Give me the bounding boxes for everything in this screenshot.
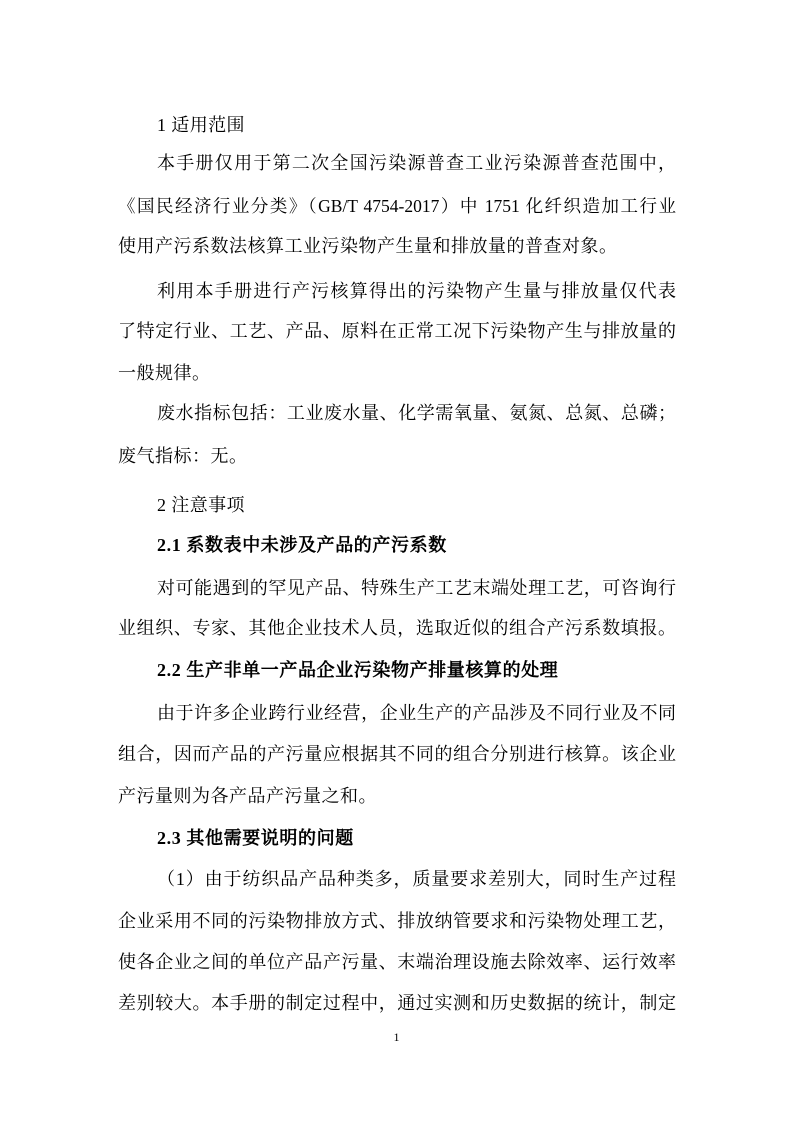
paragraph-line: 产污量则为各产品产污量之和。: [118, 786, 377, 806]
paragraph-line: 利用本手册进行产污核算得出的污染物产生量与排放量仅代表: [157, 281, 676, 301]
paragraph-line: 使用产污系数法核算工业污染物产生量和排放量的普查对象。: [118, 236, 618, 256]
section-heading-scope: 1 适用范围: [157, 115, 245, 135]
paragraph-line: 本手册仅用于第二次全国污染源普查工业污染源普查范围中，: [157, 153, 676, 173]
paragraph-line: 一般规律。: [118, 363, 211, 383]
paragraph-line: 了特定行业、工艺、产品、原料在正常工况下污染物产生与排放量的: [118, 321, 676, 341]
paragraph-line: 对可能遇到的罕见产品、特殊生产工艺末端处理工艺，可咨询行: [157, 578, 676, 598]
paragraph-line: 业组织、专家、其他企业技术人员，选取近似的组合产污系数填报。: [118, 618, 676, 638]
paragraph-line: 使各企业之间的单位产品产污量、末端治理设施去除效率、运行效率: [118, 952, 676, 972]
subsection-heading-2-2: 2.2 生产非单一产品企业污染物产排量核算的处理: [157, 660, 559, 680]
subsection-heading-2-1: 2.1 系数表中未涉及产品的产污系数: [157, 535, 447, 555]
paragraph-line: 由于许多企业跨行业经营，企业生产的产品涉及不同行业及不同: [157, 703, 676, 723]
paragraph-line: 企业采用不同的污染物排放方式、排放纳管要求和污染物处理工艺，: [118, 911, 676, 931]
subsection-heading-2-3: 2.3 其他需要说明的问题: [157, 828, 354, 848]
section-heading-notes: 2 注意事项: [157, 495, 245, 515]
paragraph-line: 废水指标包括：工业废水量、化学需氧量、氨氮、总氮、总磷；: [157, 403, 676, 423]
paragraph-line: 《国民经济行业分类》（GB/T 4754-2017）中 1751 化纤织造加工行业: [118, 196, 676, 216]
paragraph-line: 组合，因而产品的产污量应根据其不同的组合分别进行核算。该企业: [118, 744, 676, 764]
paragraph-line: （1）由于纺织品产品种类多，质量要求差别大，同时生产过程: [157, 869, 676, 889]
page-number: 1: [393, 1030, 400, 1044]
paragraph-line: 差别较大。本手册的制定过程中，通过实测和历史数据的统计，制定: [118, 993, 676, 1013]
paragraph-line: 废气指标：无。: [118, 446, 248, 466]
